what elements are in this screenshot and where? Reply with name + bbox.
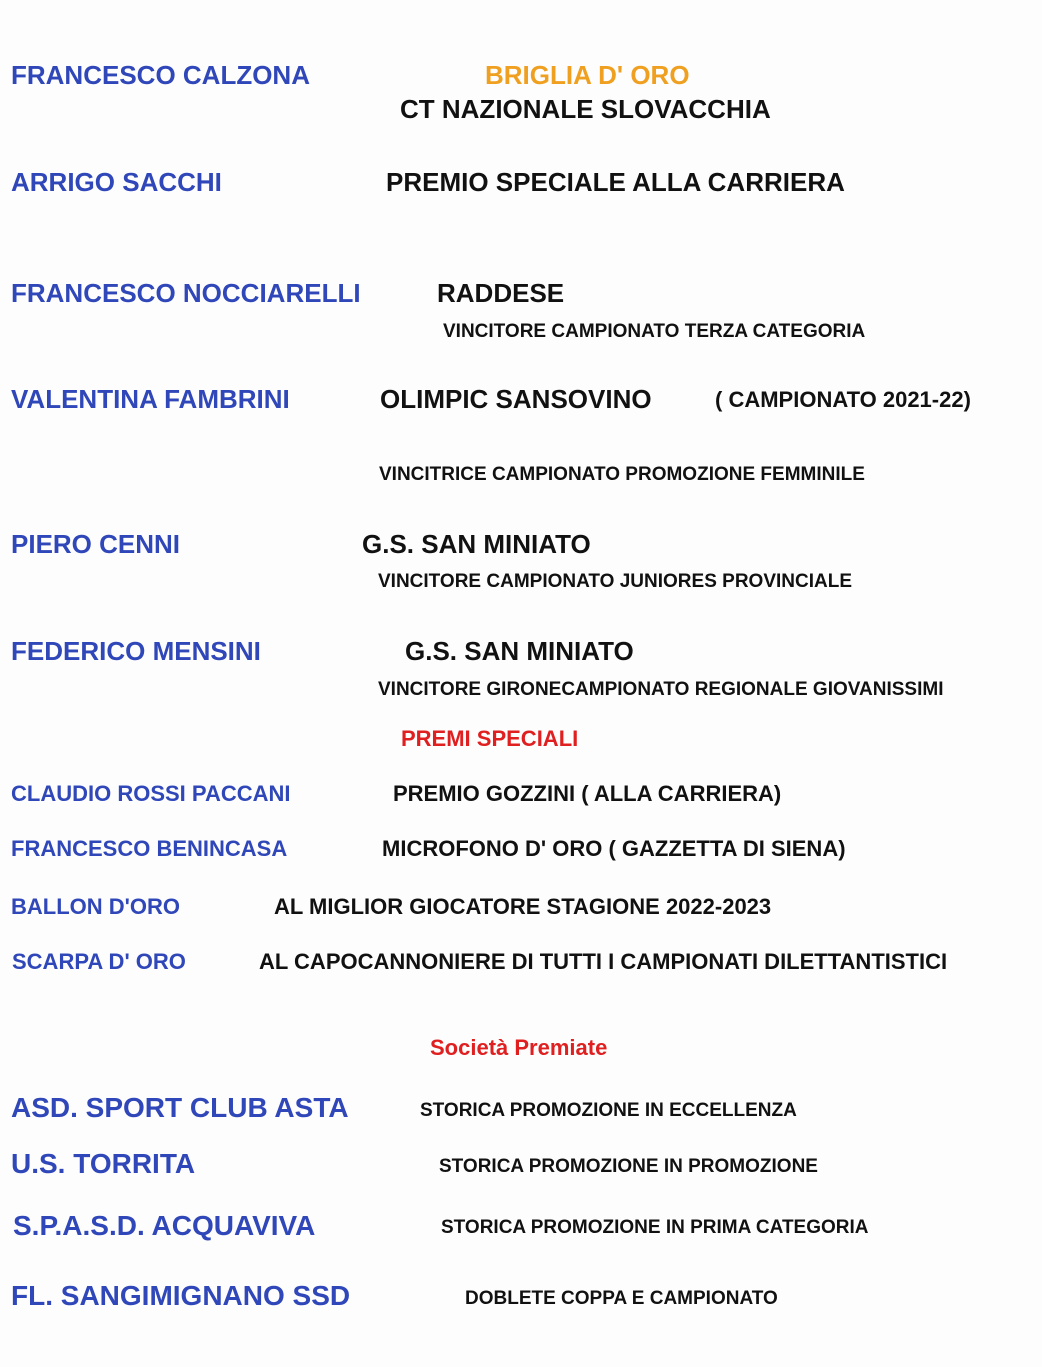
society-name: U.S. TORRITA [11,1148,196,1179]
award-recipient-name: FRANCESCO CALZONA [11,60,310,90]
award-title: BRIGLIA D' ORO [485,60,690,90]
society-name: ASD. SPORT CLUB ASTA [11,1092,349,1123]
award-detail: VINCITORE GIRONECAMPIONATO REGIONALE GIOVANISSIMI [378,679,944,700]
award-detail: VINCITORE CAMPIONATO TERZA CATEGORIA [443,321,866,342]
award-recipient-name: FEDERICO MENSINI [11,636,261,666]
award-detail: CT NAZIONALE SLOVACCHIA [400,94,771,124]
award-recipient-name: ARRIGO SACCHI [11,167,222,197]
award-recipient-name: VALENTINA FAMBRINI [11,384,290,414]
special-recipient-name: FRANCESCO BENINCASA [11,836,288,861]
award-title: G.S. SAN MINIATO [362,529,591,559]
society-award: STORICA PROMOZIONE IN ECCELLENZA [420,1100,797,1121]
award-detail: VINCITRICE CAMPIONATO PROMOZIONE FEMMINILE [379,464,865,485]
special-award: AL MIGLIOR GIOCATORE STAGIONE 2022-2023 [274,894,772,919]
section-heading-special: PREMI SPECIALI [401,726,579,751]
special-recipient-name: CLAUDIO ROSSI PACCANI [11,781,291,806]
award-recipient-name: PIERO CENNI [11,529,181,559]
special-recipient-name: BALLON D'ORO [11,894,180,919]
society-award: STORICA PROMOZIONE IN PROMOZIONE [439,1156,818,1177]
award-detail: VINCITORE CAMPIONATO JUNIORES PROVINCIALE [378,571,852,592]
award-title: RADDESE [437,278,565,308]
award-recipient-name: FRANCESCO NOCCIARELLI [11,278,361,308]
award-title: PREMIO SPECIALE ALLA CARRIERA [386,167,845,197]
society-name: S.P.A.S.D. ACQUAVIVA [13,1210,316,1241]
section-heading-societies: Società Premiate [430,1035,608,1060]
society-award: DOBLETE COPPA E CAMPIONATO [465,1288,778,1309]
award-extra: ( CAMPIONATO 2021-22) [715,387,971,412]
award-title: G.S. SAN MINIATO [405,636,634,666]
award-title: OLIMPIC SANSOVINO [380,384,652,414]
special-award: PREMIO GOZZINI ( ALLA CARRIERA) [393,781,782,806]
society-name: FL. SANGIMIGNANO SSD [11,1280,351,1311]
special-recipient-name: SCARPA D' ORO [12,949,186,974]
special-award: MICROFONO D' ORO ( GAZZETTA DI SIENA) [382,836,846,861]
special-award: AL CAPOCANNONIERE DI TUTTI I CAMPIONATI DILETTANTISTICI [259,949,948,974]
society-award: STORICA PROMOZIONE IN PRIMA CATEGORIA [441,1217,869,1238]
